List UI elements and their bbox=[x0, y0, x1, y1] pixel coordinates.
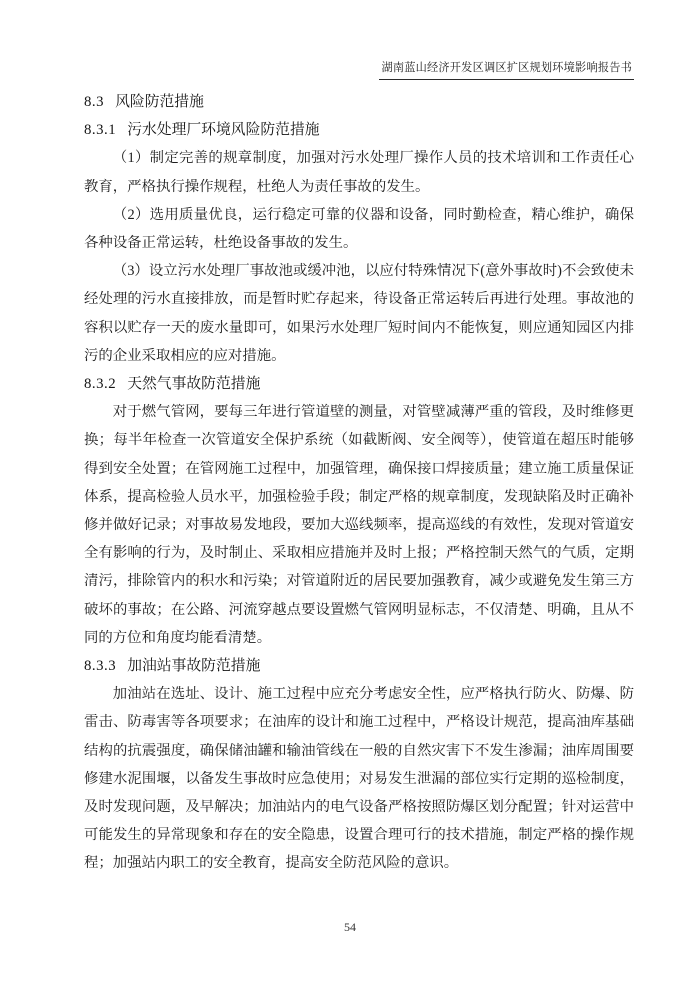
paragraph: （2）选用质量优良，运行稳定可靠的仪器和设备，同时勤检查，精心维护，确保各种设备正常运转，杜绝设备事故的发生。 bbox=[84, 206, 634, 252]
heading-number: 8.3.3 bbox=[84, 658, 117, 675]
section-heading-8-3-1 bbox=[84, 116, 634, 144]
heading-number: 8.3 bbox=[84, 94, 104, 110]
header-title: 湖南蓝山经济开发区调区扩区规划环境影响报告书 bbox=[379, 59, 634, 80]
document-body bbox=[84, 88, 634, 878]
section-heading-8-3-3 bbox=[84, 652, 634, 680]
heading-title: 天然气事故防范措施 bbox=[127, 376, 261, 393]
heading-title: 污水处理厂环境风险防范措施 bbox=[127, 122, 320, 139]
paragraph: 对于燃气管网，要每三年进行管道壁的测量，对管壁减薄严重的管段，及时维修更换；每半年检查一次管道安全保护系统（如截断阀、安全阀等），使管道在超压时能够得到安全处置；在管网施工过程中，加强管理，确保接口焊接质量；建立施工质量保证体系，提高检验人员水平，加强检验手段；制定严格的规章制度，发现缺陷及时正确补修并做好记录；对事故易发地段，要加大巡线频率，提高巡线的有效性，发现对管道安全有影响的行为，及时制止、采取相应措施并及时上报；严格控制天然气的气质，定期清污，排除管内的积水和污染；对管道附近的居民要加强教育，减少或避免发生第三方破坏的事故；在公路、河流穿越点要设置燃气管网明显标志，不仅清楚、明确，且从不同的方位和角度均能看清楚。 bbox=[84, 404, 634, 646]
page-header bbox=[379, 58, 634, 80]
heading-title: 风险防范措施 bbox=[115, 94, 204, 110]
paragraph: （3）设立污水处理厂事故池或缓冲池，以应付特殊情况下(意外事故时)不会致使未经处理的污水直接排放，而是暂时贮存起来，待设备正常运转后再进行处理。事故池的容积以贮存一天的废水量即可，如果污水处理厂短时间内不能恢复，则应通知园区内排污的企业采取相应的应对措施。 bbox=[84, 263, 634, 364]
paragraph: （1）制定完善的规章制度，加强对污水处理厂操作人员的技术培训和工作责任心教育，严格执行操作规程，杜绝人为责任事故的发生。 bbox=[84, 150, 634, 195]
section-heading-8-3-2 bbox=[84, 370, 634, 398]
page-number: 54 bbox=[344, 920, 356, 934]
paragraph: 加油站在选址、设计、施工过程中应充分考虑安全性，应严格执行防火、防爆、防雷击、防毒害等各项要求；在油库的设计和施工过程中，严格设计规范，提高油库基础结构的抗震强度，确保储油罐和输油管线在一般的自然灾害下不发生渗漏；油库周围要修建水泥围堰，以备发生事故时应急使用；对易发生泄漏的部位实行定期的巡检制度，及时发现问题，及早解决；加油站内的电气设备严格按照防爆区划分配置；针对运营中可能发生的异常现象和存在的安全隐患，设置合理可行的技术措施，制定严格的操作规程；加强站内职工的安全教育，提高安全防范风险的意识。 bbox=[84, 686, 634, 872]
heading-number: 8.3.1 bbox=[84, 122, 117, 139]
heading-title: 加油站事故防范措施 bbox=[127, 658, 261, 675]
heading-number: 8.3.2 bbox=[84, 376, 117, 393]
section-heading-8-3 bbox=[84, 88, 634, 116]
